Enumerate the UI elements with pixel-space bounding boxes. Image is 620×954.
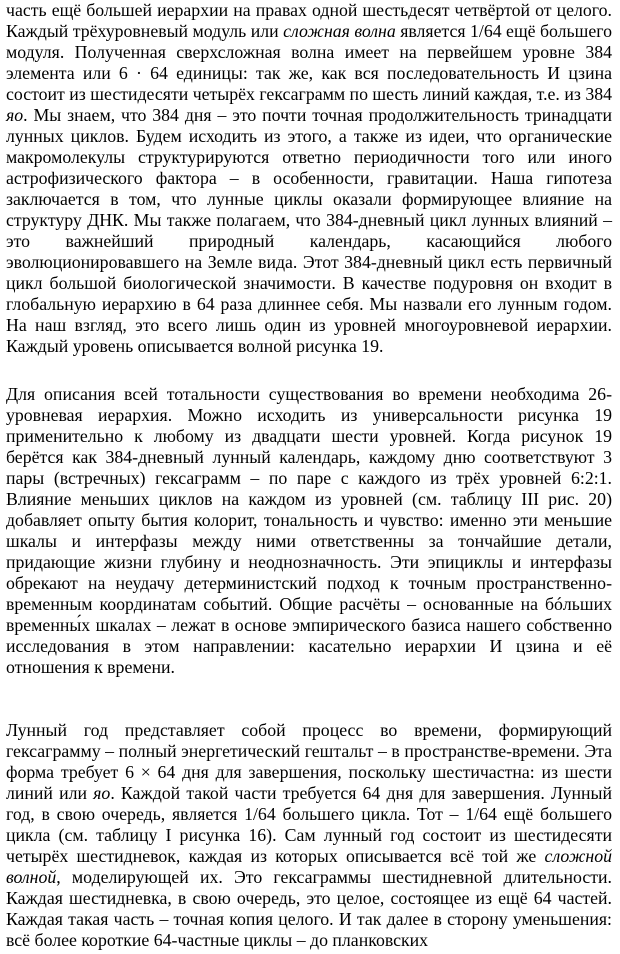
paragraph-2	[6, 384, 612, 678]
paragraph-1-text: является 1/64 ещё большего модуля. Полученная сверхсложная волна имеет на первейшем уровне 384 элемента или 6 · 64 единицы: так же, как вся последовательность И цзина состоит из шестидесяти четырёх гексаграмм по шесть линий каждая, т.е. из 384	[6, 21, 612, 104]
paragraph-3-text: . Каждой такой части требуется 64 дня для завершения. Лунный год, в свою очередь, является 1/64 большего цикла. Тот – 1/64 ещё большего цикла (см. таблицу I рисунка 16). Сам лунный год состоит из шестидесяти четырёх шестидневок, каждая из которых описывается всё той же	[6, 783, 612, 866]
italic-term-yao: яо	[93, 783, 111, 803]
paragraph-1-text: . Мы знаем, что 384 дня – это почти точная продолжительность тринадцати лунных циклов. Будем исходить из этого, а также из идеи, что органические макромолекулы структурируются ответно периодичности того или иного астрофизического фактора – в особенности, гравитации. Наша гипотеза заключается в том, что лунные циклы оказали формирующее влияние на структуру ДНК. Мы также полагаем, что 384-дневный цикл лунных влияний – это важнейший природный календарь, касающийся любого эволюционировавшего на Земле вида. Этот 384-дневный цикл есть первичный цикл большой биологической значимости. В качестве подуровня он входит в глобальную иерархию в 64 раза длиннее себя. Мы назвали его лунным годом. На наш взгляд, это всего лишь один из уровней многоуровневой иерархии. Каждый уровень описывается волной рисунка 19.	[6, 105, 612, 356]
paragraph-2-text: Для описания всей тотальности существования во времени необходима 26-уровневая иерархия. Можно исходить из универсальности рисунка 19 применительно к любому из двадцати шести уровней. Когда рисунок 19 берётся как 384-дневный лунный календарь, каждому дню соответствуют 3 пары (встречных) гексаграмм – по паре с каждого из трёх уровней 6:2:1. Влияние меньших циклов на каждом из уровней (см. таблицу III рис. 20) добавляет опыту бытия колорит, тональность и чувство: именно эти меньшие шкалы и интерфазы между ними ответственны за тончайшие детали, придающие жизни глубину и неоднозначность. Эти эпициклы и интерфазы обрекают на неудачу детерминистский подход к точным пространственно-временным координатам событий. Общие расчёты – основанные на бóльших временны́х шкалах – лежат в основе эмпирического базиса нашего собственно исследования в этом направлении: касательно иерархии И цзина и её отношения к времени.	[6, 384, 612, 677]
paragraph-3-text: , моделирующей их. Это гексаграммы шестидневной длительности. Каждая шестидневка, в свою очередь, это целое, состоящее из ещё 64 частей. Каждая такая часть – точная копия целого. И так далее в сторону уменьшения: всё более короткие 64-частные циклы – до планковских	[6, 867, 612, 950]
paragraph-3-text: Лунный год представляет собой процесс во времени, формирующий гексаграмму – полный энергетический гештальт – в пространстве-времени. Эта форма требует 6 × 64 дня для завершения, поскольку шестичастна: из шести линий или	[6, 720, 612, 803]
paragraph-3	[6, 720, 612, 951]
paragraph-1-text: часть ещё большей иерархии на правах одной шестьдесят четвёртой от целого. Каждый трёхуровневый модуль или	[6, 0, 612, 41]
paragraph-1	[6, 0, 612, 357]
italic-term-yao: яо	[6, 105, 24, 125]
italic-term-slozhnoy-volnoy: сложной волной	[6, 846, 612, 887]
italic-term-slozhnaya-volna: сложная волна	[283, 21, 396, 41]
